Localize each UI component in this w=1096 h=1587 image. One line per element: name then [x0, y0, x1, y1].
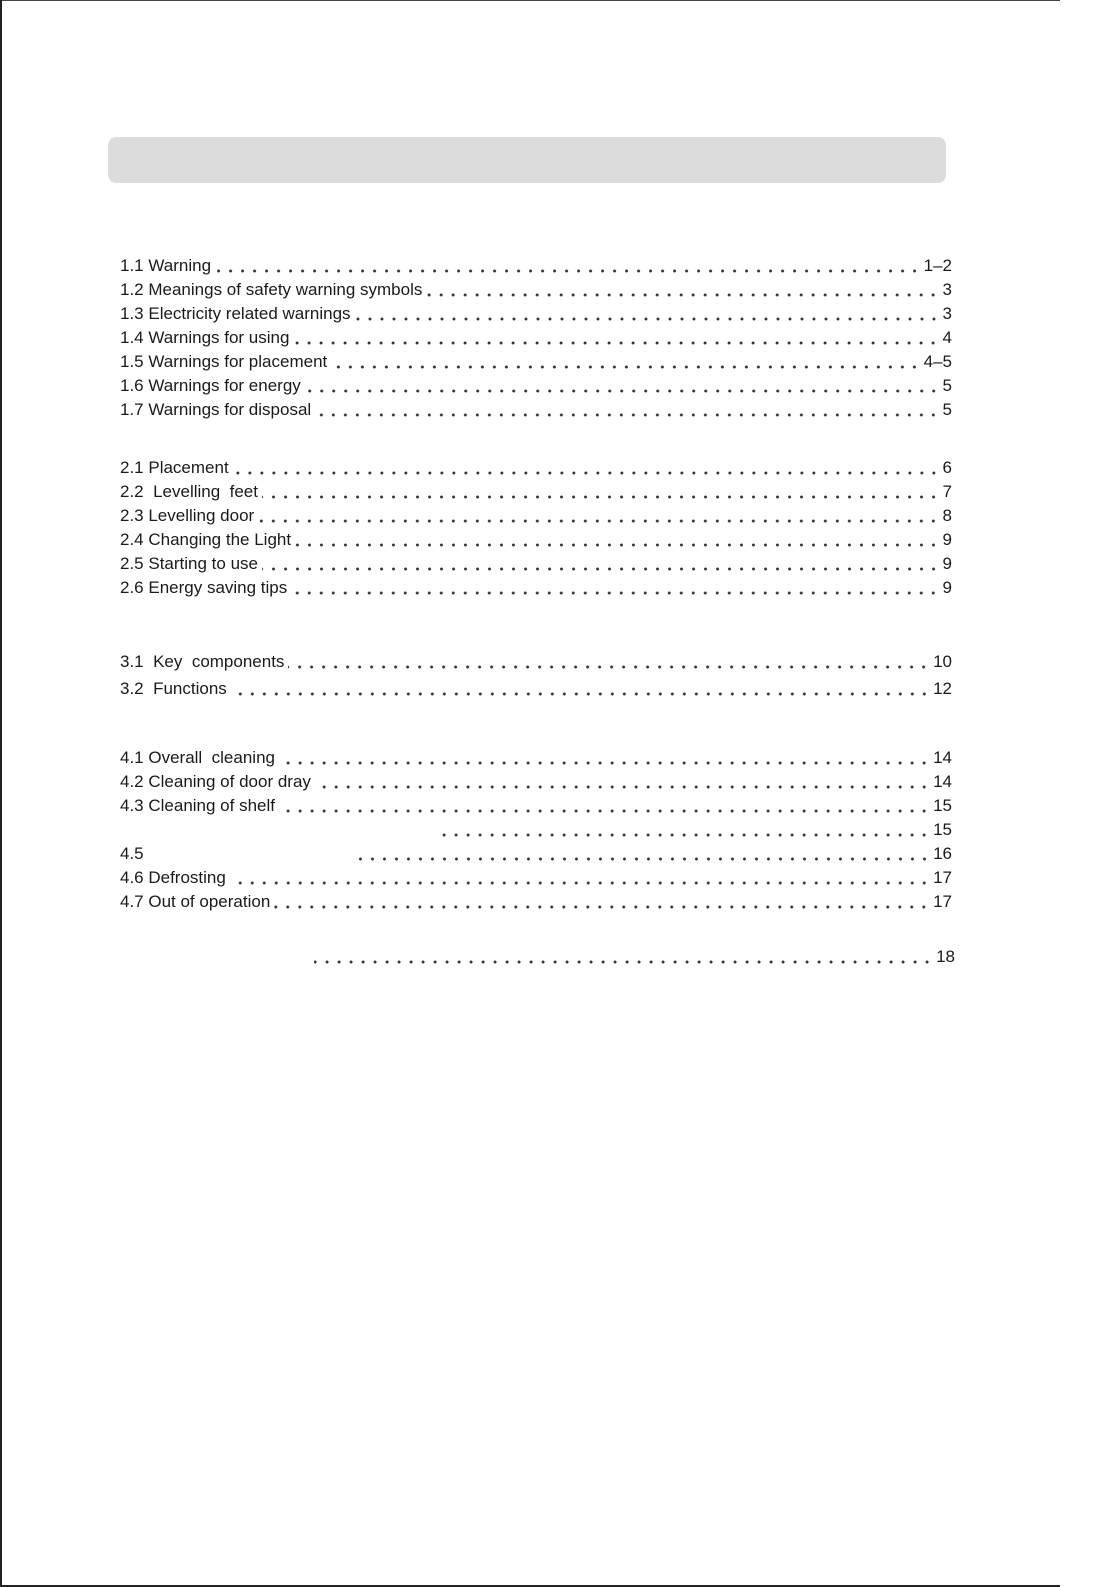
toc-entry-label: 2.5 Starting to use	[120, 554, 258, 573]
toc-entry-page: 9	[942, 578, 952, 597]
toc-entry-page: 4	[942, 328, 952, 347]
toc-dot-leader	[305, 375, 940, 397]
toc-entry-2-6[interactable]	[120, 577, 952, 599]
page-border-left	[0, 0, 2, 1587]
toc-entry-page: 12	[933, 679, 952, 698]
toc-entry-label: 4.5	[120, 844, 144, 863]
toc-entry-page: 3	[942, 304, 952, 323]
toc-entry-page: 4–5	[923, 352, 952, 371]
toc-entry-label: 1.4 Warnings for using	[120, 328, 290, 347]
toc-dot-leader	[355, 303, 940, 325]
toc-entry-4-4[interactable]	[120, 819, 952, 841]
toc-dot-leader	[230, 867, 930, 889]
toc-entry-page: 17	[933, 892, 952, 911]
toc-entry-4-6[interactable]	[120, 867, 952, 889]
toc-dot-leader	[279, 795, 930, 817]
toc-dot-leader	[315, 771, 930, 793]
toc-entry-2-4[interactable]	[120, 529, 952, 551]
toc-entry-page: 8	[942, 506, 952, 525]
toc-entry-page: 14	[933, 772, 952, 791]
toc-dot-leader	[262, 481, 940, 503]
toc-dot-leader	[293, 327, 939, 349]
toc-dot-leader	[233, 457, 940, 479]
toc-dot-leader	[215, 255, 921, 277]
toc-entry-1-2[interactable]	[120, 279, 952, 301]
toc-entry-1-7[interactable]	[120, 399, 952, 421]
toc-entry-page: 1–2	[923, 256, 952, 275]
toc-entry-page: 10	[933, 652, 952, 671]
toc-dot-leader	[291, 577, 939, 599]
contents-header-bar	[108, 137, 946, 183]
toc-entry-label: 4.3 Cleaning of shelf	[120, 796, 275, 815]
toc-entry-1-1[interactable]	[120, 255, 952, 277]
toc-entry-label: 1.3 Electricity related warnings	[120, 304, 351, 323]
toc-entry-5[interactable]	[120, 946, 955, 968]
toc-entry-page: 5	[942, 376, 952, 395]
toc-entry-page: 3	[942, 280, 952, 299]
toc-entry-1-4[interactable]	[120, 327, 952, 349]
toc-entry-page: 7	[942, 482, 952, 501]
page-border-top	[0, 0, 1060, 1]
toc-entry-label: 1.7 Warnings for disposal	[120, 400, 312, 419]
toc-entry-label: 4.6 Defrosting	[120, 868, 226, 887]
toc-entry-label: 1.6 Warnings for energy	[120, 376, 301, 395]
toc-entry-label: 2.6 Energy saving tips	[120, 578, 288, 597]
toc-dot-leader	[258, 505, 939, 527]
toc-entry-2-2[interactable]	[120, 481, 952, 503]
toc-entry-1-3[interactable]	[120, 303, 952, 325]
toc-dot-leader	[353, 843, 930, 865]
toc-entry-label: 2.4 Changing the Light	[120, 530, 292, 549]
toc-entry-label: 4.7 Out of operation	[120, 892, 271, 911]
toc-dot-leader	[436, 819, 930, 841]
toc-entry-label: 2.2 Levelling feet	[120, 482, 258, 501]
toc-dot-leader	[295, 529, 939, 551]
toc-entry-label: 4.1 Overall cleaning	[120, 748, 275, 767]
toc-entry-label: 2.1 Placement	[120, 458, 229, 477]
toc-dot-leader	[315, 399, 939, 421]
toc-entry-page: 17	[933, 868, 952, 887]
toc-dot-leader	[331, 351, 920, 373]
toc-entry-page: 9	[942, 554, 952, 573]
toc-entry-label: 3.2 Functions	[120, 679, 227, 698]
toc-entry-page: 18	[936, 947, 955, 966]
toc-entry-label: 1.2 Meanings of safety warning symbols	[120, 280, 423, 299]
toc-entry-label: 3.1 Key components	[120, 652, 285, 671]
toc-entry-page: 15	[933, 796, 952, 815]
toc-entry-page: 14	[933, 748, 952, 767]
toc-dot-leader	[262, 553, 940, 575]
toc-entry-page: 6	[942, 458, 952, 477]
toc-entry-3-1[interactable]	[120, 651, 952, 673]
toc-entry-page: 16	[933, 844, 952, 863]
toc-entry-label: 2.3 Levelling door	[120, 506, 255, 525]
toc-entry-3-2[interactable]	[120, 678, 952, 700]
toc-entry-2-3[interactable]	[120, 505, 952, 527]
toc-dot-leader	[231, 678, 930, 700]
toc-entry-4-3[interactable]	[120, 795, 952, 817]
toc-entry-1-5[interactable]	[120, 351, 952, 373]
toc-dot-leader	[274, 891, 930, 913]
toc-entry-2-1[interactable]	[120, 457, 952, 479]
toc-entry-page: 15	[933, 820, 952, 839]
toc-entry-4-5[interactable]	[120, 843, 952, 865]
toc-dot-leader	[426, 279, 939, 301]
toc-entry-page: 9	[942, 530, 952, 549]
toc-entry-label: 1.5 Warnings for placement	[120, 352, 328, 371]
toc-entry-label: 4.2 Cleaning of door dray	[120, 772, 311, 791]
toc-entry-4-7[interactable]	[120, 891, 952, 913]
toc-entry-label: 1.1 Warning	[120, 256, 212, 275]
toc-entry-page: 5	[942, 400, 952, 419]
toc-entry-4-2[interactable]	[120, 771, 952, 793]
toc-entry-2-5[interactable]	[120, 553, 952, 575]
toc-entry-4-1[interactable]	[120, 747, 952, 769]
toc-dot-leader	[314, 946, 933, 968]
toc-entry-1-6[interactable]	[120, 375, 952, 397]
toc-dot-leader	[279, 747, 930, 769]
toc-dot-leader	[288, 651, 930, 673]
